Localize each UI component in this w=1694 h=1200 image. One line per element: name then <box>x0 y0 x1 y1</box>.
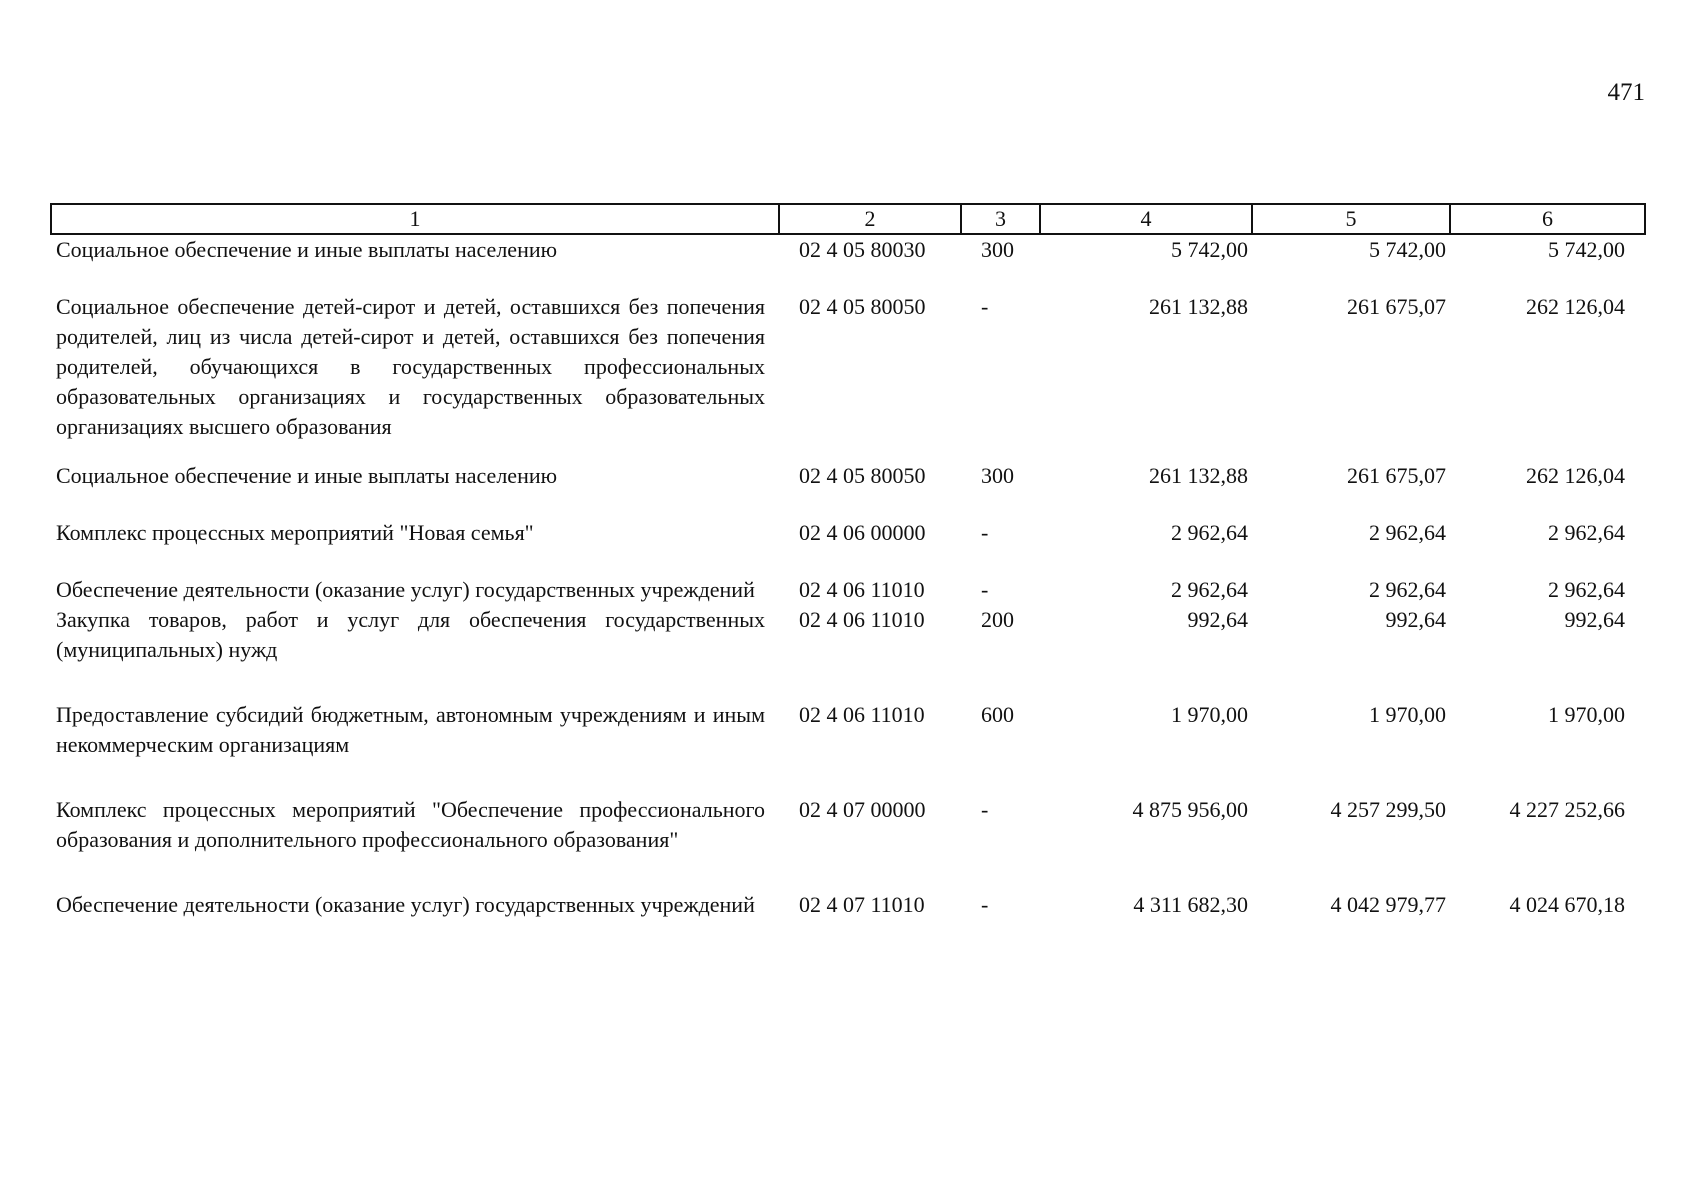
table-row <box>51 292 1645 461</box>
row-type: - <box>981 577 989 602</box>
row-value-col4: 4 311 682,30 <box>1133 892 1248 917</box>
row-value-col5: 2 962,64 <box>1369 520 1446 545</box>
row-type: - <box>981 520 989 545</box>
column-header-6: 6 <box>1450 204 1645 234</box>
row-code: 02 4 05 80050 <box>799 294 926 319</box>
header-row <box>51 204 1645 234</box>
row-type: - <box>981 797 989 822</box>
table-header <box>51 204 1645 234</box>
row-value-col6: 4 024 670,18 <box>1509 892 1625 917</box>
column-header-1: 1 <box>51 204 779 234</box>
row-type: 200 <box>981 607 1014 632</box>
row-value-col5: 5 742,00 <box>1369 237 1446 262</box>
table-row <box>51 234 1645 292</box>
row-code: 02 4 06 11010 <box>799 607 925 632</box>
row-type: 300 <box>981 237 1014 262</box>
row-value-col6: 5 742,00 <box>1548 237 1625 262</box>
row-value-col5: 261 675,07 <box>1347 294 1446 319</box>
row-value-col5: 4 042 979,77 <box>1330 892 1446 917</box>
row-name: Предоставление субсидий бюджетным, автономным учреждениям и иным некоммерческим организациям <box>56 702 765 757</box>
row-value-col5: 1 970,00 <box>1369 702 1446 727</box>
column-header-4: 4 <box>1040 204 1252 234</box>
row-name: Закупка товаров, работ и услуг для обеспечения государственных (муниципальных) нужд <box>56 607 765 662</box>
table-row <box>51 605 1645 700</box>
row-value-col4: 2 962,64 <box>1171 520 1248 545</box>
row-value-col4: 1 970,00 <box>1171 702 1248 727</box>
row-code: 02 4 06 11010 <box>799 702 925 727</box>
row-type: - <box>981 294 989 319</box>
row-value-col6: 262 126,04 <box>1526 463 1625 488</box>
row-name: Комплекс процессных мероприятий "Обеспечение профессионального образования и дополнительного профессионального образования" <box>56 797 765 852</box>
page-number: 471 <box>1607 79 1645 106</box>
row-value-col6: 2 962,64 <box>1548 520 1625 545</box>
row-type: 300 <box>981 463 1014 488</box>
row-value-col5: 2 962,64 <box>1369 577 1446 602</box>
row-value-col4: 2 962,64 <box>1171 577 1248 602</box>
row-value-col4: 992,64 <box>1187 607 1248 632</box>
row-name: Обеспечение деятельности (оказание услуг) государственных учреждений <box>56 577 755 602</box>
row-type: - <box>981 892 989 917</box>
row-code: 02 4 05 80050 <box>799 463 926 488</box>
row-name: Комплекс процессных мероприятий "Новая семья" <box>56 520 534 545</box>
row-value-col5: 261 675,07 <box>1347 463 1446 488</box>
row-code: 02 4 06 00000 <box>799 520 926 545</box>
row-value-col5: 992,64 <box>1385 607 1446 632</box>
column-header-5: 5 <box>1252 204 1450 234</box>
row-value-col6: 4 227 252,66 <box>1509 797 1625 822</box>
row-name: Обеспечение деятельности (оказание услуг) государственных учреждений <box>56 892 755 917</box>
table-row <box>51 518 1645 575</box>
row-value-col6: 2 962,64 <box>1548 577 1625 602</box>
row-value-col4: 5 742,00 <box>1171 237 1248 262</box>
row-value-col4: 4 875 956,00 <box>1132 797 1248 822</box>
table-row <box>51 461 1645 518</box>
table-body <box>51 234 1645 920</box>
column-header-3: 3 <box>961 204 1040 234</box>
row-value-col4: 261 132,88 <box>1149 463 1248 488</box>
row-code: 02 4 06 11010 <box>799 577 925 602</box>
row-value-col6: 992,64 <box>1564 607 1625 632</box>
column-header-2: 2 <box>779 204 961 234</box>
row-value-col6: 262 126,04 <box>1526 294 1625 319</box>
budget-table <box>50 203 1646 920</box>
row-value-col6: 1 970,00 <box>1548 702 1625 727</box>
row-code: 02 4 07 00000 <box>799 797 926 822</box>
row-type: 600 <box>981 702 1014 727</box>
row-name: Социальное обеспечение и иные выплаты населению <box>56 237 558 262</box>
row-name: Социальное обеспечение детей-сирот и детей, оставшихся без попечения родителей, лиц из числа детей-сирот и детей, оставшихся без попечения родителей, обучающихся в государственных профессиональных образовательных организациях и государственных образовательных организациях высшего образования <box>56 294 765 439</box>
row-code: 02 4 07 11010 <box>799 892 925 917</box>
row-name: Социальное обеспечение и иные выплаты населению <box>56 463 558 488</box>
table-row <box>51 575 1645 605</box>
row-value-col5: 4 257 299,50 <box>1330 797 1446 822</box>
row-code: 02 4 05 80030 <box>799 237 926 262</box>
table-row <box>51 700 1645 795</box>
table-row <box>51 890 1645 920</box>
row-value-col4: 261 132,88 <box>1149 294 1248 319</box>
table-row <box>51 795 1645 890</box>
